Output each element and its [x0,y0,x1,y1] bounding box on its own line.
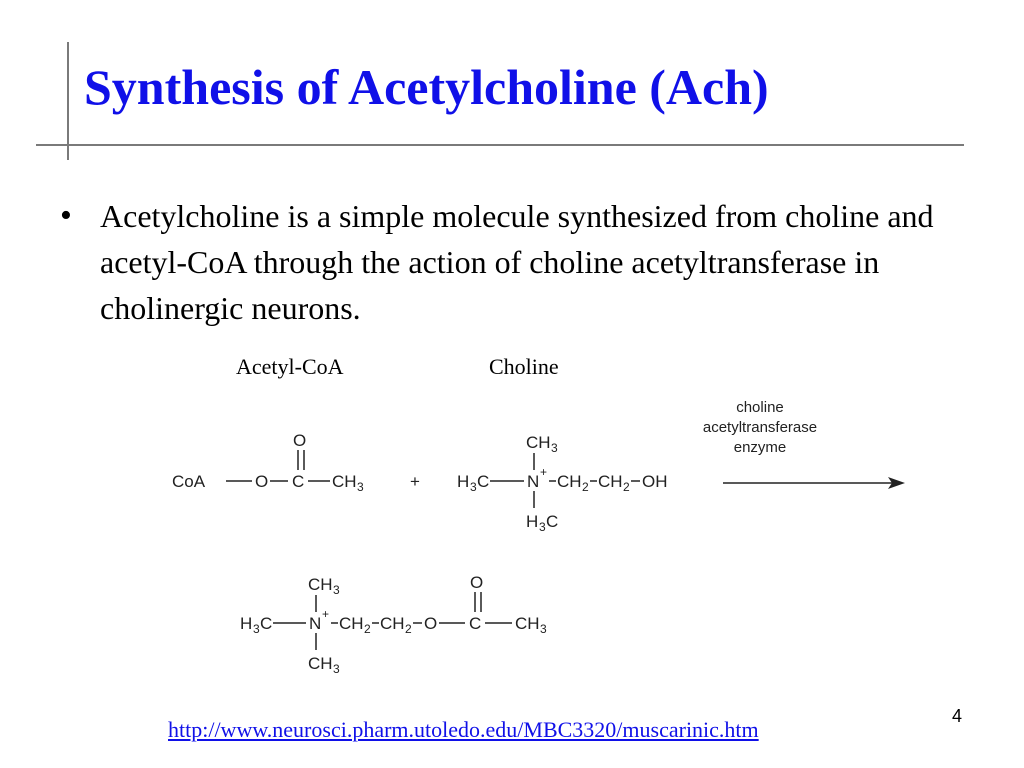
atom-c: C [292,472,305,491]
atom-c: C [469,614,482,633]
atom-ch2-1-sub: 2 [582,480,589,494]
reaction-diagram [160,390,920,690]
atom-h3c-h: H [240,614,253,633]
reaction-figure [160,390,920,690]
atom-ch2-2: CH [380,614,405,633]
enzyme-arrow [703,399,905,489]
source-link[interactable]: http://www.neurosci.pharm.utoledo.edu/MBC3320/muscarinic.htm [168,717,759,742]
atom-ch2-1-sub: 2 [364,622,371,636]
atom-ch2-2-sub: 2 [405,622,412,636]
bullet-text: Acetylcholine is a simple molecule synthesized from choline and acetyl-CoA through the action of choline acetyltransferase in cholinergic neurons. [100,198,934,326]
atom-ch3-bottom-sub: 3 [333,662,340,676]
atom-ch3-top: CH [308,575,333,594]
atom-n-charge: + [322,607,330,621]
atom-oh: OH [642,472,668,491]
atom-h3c-sub: 3 [470,480,477,494]
atom-n: N [309,614,322,633]
atom-ch2-1: CH [339,614,364,633]
plus-sign: + [410,472,420,491]
atom-ch3-top-sub: 3 [333,583,340,597]
title-vertical-rule [67,42,69,160]
atom-ch3-sub: 3 [357,480,364,494]
atom-h3c-h: H [457,472,470,491]
atom-h3c-bottom-h: H [526,512,539,531]
label-choline: Choline [489,354,559,379]
atom-ch2-2-sub: 2 [623,480,630,494]
atom-carbonyl-o: O [293,431,307,450]
atom-o: O [424,614,438,633]
enzyme-line-1: choline [736,399,784,416]
atom-ch3-sub: 3 [540,622,547,636]
atom-ch3: CH [515,614,540,633]
atom-ch3-top: CH [526,433,551,452]
atom-h3c-sub: 3 [253,622,260,636]
atom-h3c-bottom-c: C [546,512,559,531]
page-number: 4 [952,706,963,726]
title-horizontal-rule [36,144,964,146]
atom-ch3-bottom: CH [308,654,333,673]
enzyme-line-2: acetyltransferase [702,419,818,436]
atom-n: N [527,472,540,491]
atom-h3c-c: C [260,614,273,633]
atom-o: O [255,472,269,491]
atom-ch2-1: CH [557,472,582,491]
atom-ch2-2: CH [598,472,623,491]
atom-h3c-c: C [477,472,490,491]
label-acetyl-coa: Acetyl-CoA [236,354,344,379]
atom-ch3: CH [332,472,357,491]
atom-n-charge: + [540,465,548,479]
acetyl-coa-structure [172,431,364,494]
enzyme-line-3: enzyme [733,439,787,456]
atom-h3c-bottom-sub: 3 [539,520,546,534]
slide-title: Synthesis of Acetylcholine (Ach) [84,59,769,115]
atom-ch3-top-sub: 3 [551,441,558,455]
bullet-marker: • [60,197,72,234]
atom-coa: CoA [172,472,206,491]
choline-structure [457,433,668,534]
acetylcholine-structure [240,573,547,676]
atom-carbonyl-o: O [470,573,484,592]
